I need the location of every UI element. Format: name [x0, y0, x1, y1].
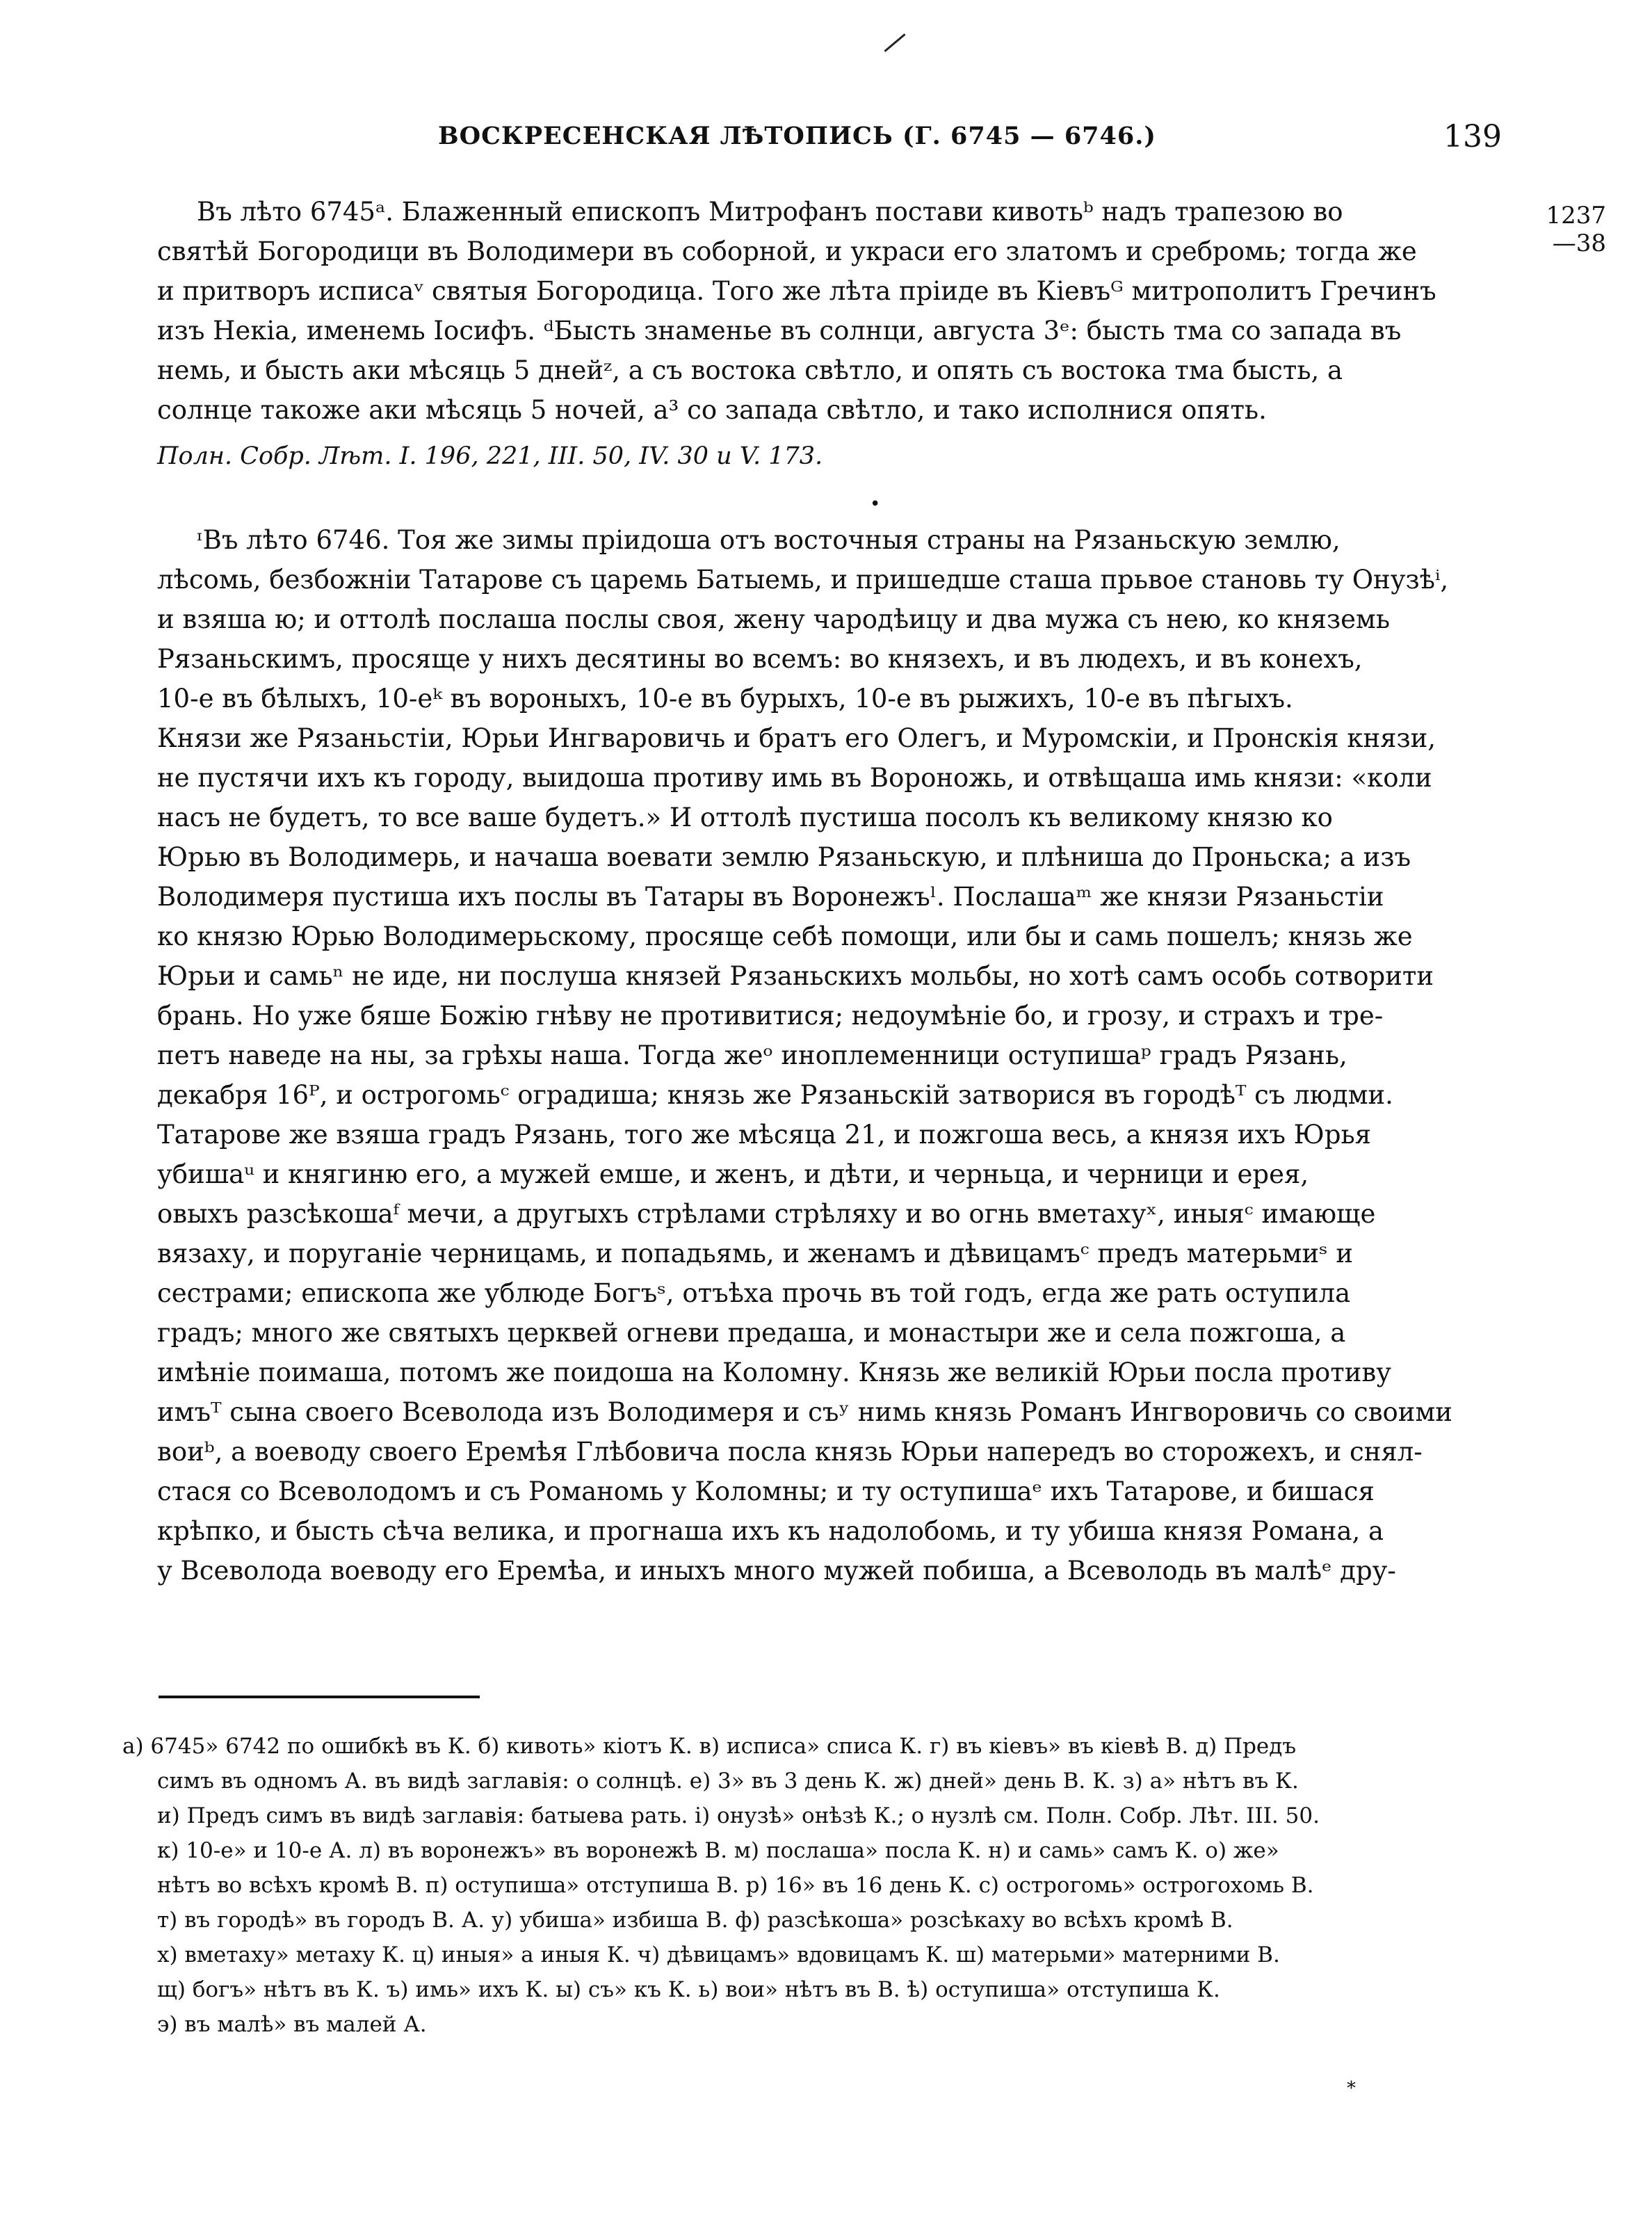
text-line: убишаᵘ и княгиню его, а мужей емше, и женъ, и дѣти, и черньца, и черници и ерея,	[157, 1159, 1309, 1189]
text-line: стася со Всеволодомъ и съ Романомь у Коломны; и ту оступишаᵉ ихъ Татарове, и бишася	[157, 1476, 1375, 1506]
footnote-line: а) 6745» 6742 по ошибкѣ въ К. б) кивоть» кіотъ К. в) исписа» списа К. г) въ кіевъ» въ кіевѣ В. д) Предъ	[122, 1734, 1297, 1759]
text-line: имъᵀ сына своего Всеволода изъ Володимеря и съʸ нимь князь Романъ Ингворовичь со своими	[157, 1397, 1452, 1427]
text-line: брань. Но уже бяше Божію гнѣву не противитися; недоумѣніе бо, и грозу, и страхъ и тре-	[157, 1001, 1384, 1031]
footnote-line: и) Предъ симъ въ видѣ заглавія: батыева рать. і) онузѣ» онѣзѣ К.; о нузлѣ см. Полн. Собр. Лѣт. III. 50.	[157, 1803, 1320, 1828]
footnote-line: щ) богъ» нѣтъ въ К. ъ) имь» ихъ К. ы) съ» къ К. ь) вои» нѣтъ въ В. ѣ) оступиша» отступиша К.	[157, 1977, 1220, 2002]
text-line: изъ Некіа, именемь Іосифъ. ᵈБысть знаменье въ солнци, августа 3ᵉ: бысть тма со запада въ	[157, 316, 1402, 346]
page-number: 139	[1443, 119, 1502, 154]
footnote-line: э) въ малѣ» въ малей А.	[157, 2012, 427, 2037]
dot-mark: •	[870, 494, 881, 515]
text-line: овыхъ разсѣкошаᶠ мечи, а другыхъ стрѣлами стрѣляху и во огнь вметахуˣ, иныяᶜ имающе	[157, 1199, 1376, 1229]
text-line: насъ не будетъ, то все ваше будетъ.» И оттолѣ пустиша посолъ къ великому князю ко	[157, 803, 1333, 832]
text-line: Въ лѣто 6745ᵃ. Блаженный епископъ Митрофанъ постави кивотьᵇ надъ трапезою во	[197, 197, 1343, 227]
text-line: 10-е въ бѣлыхъ, 10-еᵏ въ вороныхъ, 10-е въ бурыхъ, 10-е въ рыжихъ, 10-е въ пѣгыхъ.	[157, 684, 1293, 714]
margin-years	[1516, 202, 1606, 257]
text-line: ко князю Юрью Володимерьскому, просяще себѣ помощи, или бы и самь пошелъ; князь же	[157, 921, 1413, 951]
text-line: воиᵇ, а воеводу своего Еремѣя Глѣбовича посла князь Юрьи напередъ во сторожехъ, и снял-	[157, 1437, 1423, 1467]
text-line: декабря 16ᴾ, и острогомьᶜ оградиша; князь же Рязаньскій затворися въ городѣᵀ съ людми.	[157, 1080, 1393, 1110]
text-line: вязаху, и поруганіе черницамь, и попадьямь, и женамъ и дѣвицамъᶜ предъ матерьмиˢ и	[157, 1239, 1354, 1269]
footnote-line: к) 10-е» и 10-е А. л) въ воронежъ» въ воронежѣ В. м) послаша» посла К. н) и самь» самъ К. о) же»	[157, 1838, 1279, 1863]
source-reference: Полн. Собр. Лѣт. I. 196, 221, III. 50, IV. 30 и V. 173.	[157, 442, 823, 470]
text-line: ᶦВъ лѣто 6746. Тоя же зимы пріидоша отъ восточныя страны на Рязаньскую землю,	[197, 525, 1341, 555]
text-line: градъ; много же святыхъ церквей огневи предаша, и монастыри же и села пожгоша, а	[157, 1318, 1346, 1348]
text-line: и притворъ исписаᵛ святыя Богородица. Того же лѣта пріиде въ Кіевъᴳ митрополитъ Гречинъ	[157, 276, 1436, 306]
text-line: сестрами; епископа же ублюде Богъˢ, отъѣха прочь въ той годъ, егда же рать оступила	[157, 1278, 1351, 1308]
text-line: солнце такоже аки мѣсяць 5 ночей, а³ со запада свѣтло, и тако исполнися опять.	[157, 395, 1267, 425]
text-line: лѣсомь, безбожніи Татарове съ царемь Батыемь, и пришедше сташа прьвое становь ту Онузѣⁱ,	[157, 565, 1449, 595]
footnote-rule	[159, 1696, 480, 1698]
star-mark: *	[1347, 2078, 1356, 2099]
page-header	[438, 119, 1502, 163]
footnote-line: нѣтъ во всѣхъ кромѣ В. п) оступиша» отступиша В. р) 16» въ 16 день К. с) острогомь» острогохомь В.	[157, 1873, 1314, 1898]
text-line: крѣпко, и бысть сѣча велика, и прогнаша ихъ къ надолобомь, и ту убиша князя Романа, а	[157, 1516, 1384, 1546]
text-line: петъ наведе на ны, за грѣхы наша. Тогда жеᵒ иноплеменници оступишаᵖ градъ Рязань,	[157, 1040, 1347, 1070]
margin-year-start: 1237	[1546, 202, 1606, 230]
text-line: Князи же Рязаньстіи, Юрьи Ингваровичь и братъ его Олегъ, и Муромскіи, и Пронскія князи,	[157, 723, 1436, 753]
running-title: ВОСКРЕСЕНСКАЯ ЛѢТОПИСЬ (Г. 6745 — 6746.)	[438, 122, 1156, 150]
text-line: святѣй Богородици въ Володимери въ соборной, и украси его златомъ и сребромь; тогда же	[157, 236, 1417, 266]
text-line: Володимеря пустиша ихъ послы въ Татары въ Воронежъˡ. Послашаᵐ же князи Рязаньстіи	[157, 882, 1384, 912]
footnote-line: т) въ городѣ» въ городъ В. А. у) убиша» избиша В. ф) разсѣкоша» розсѣкаху во всѣхъ кромѣ В.	[157, 1908, 1233, 1933]
pencil-mark	[884, 33, 905, 52]
text-line: не пустячи ихъ къ городу, выидоша противу имь въ Вороножь, и отвѣщаша имь князи: «коли	[157, 763, 1432, 793]
text-line: Юрьи и самьⁿ не иде, ни послуша князей Рязаньскихъ мольбы, но хотѣ самъ особь сотворити	[157, 961, 1434, 991]
text-line: Татарове же взяша градъ Рязань, того же мѣсяца 21, и пожгоша весь, а князя ихъ Юрья	[157, 1120, 1372, 1150]
text-line: Рязаньскимъ, просяще у нихъ десятины во всемъ: во князехъ, и въ людехъ, и въ конехъ,	[157, 644, 1363, 674]
footnote-line: х) вметаху» метаху К. ц) иныя» а иныя К. ч) дѣвицамъ» вдовицамъ К. ш) матерьми» матерними В.	[157, 1942, 1280, 1967]
text-line: имѣніе поимаша, потомъ же поидоша на Коломну. Князь же великій Юрьи посла противу	[157, 1358, 1391, 1387]
text-line: немь, и бысть аки мѣсяць 5 днейᶻ, а съ востока свѣтло, и опять съ востока тма бысть, а	[157, 355, 1343, 385]
text-line: и взяша ю; и оттолѣ послаша послы своя, жену чародѣицу и два мужа съ нею, ко княземь	[157, 604, 1390, 634]
margin-year-end: —38	[1552, 230, 1606, 257]
text-line: у Всеволода воеводу его Еремѣа, и иныхъ много мужей побиша, а Всеволодь въ малѣᵉ дру-	[157, 1556, 1396, 1586]
text-line: Юрью въ Володимерь, и начаша воевати землю Рязаньскую, и плѣниша до Проньска; а изъ	[157, 842, 1411, 872]
footnote-line: симъ въ одномъ А. въ видѣ заглавія: о солнцѣ. е) 3» въ 3 день К. ж) дней» день В. К. з) а» нѣтъ въ К.	[157, 1769, 1299, 1794]
